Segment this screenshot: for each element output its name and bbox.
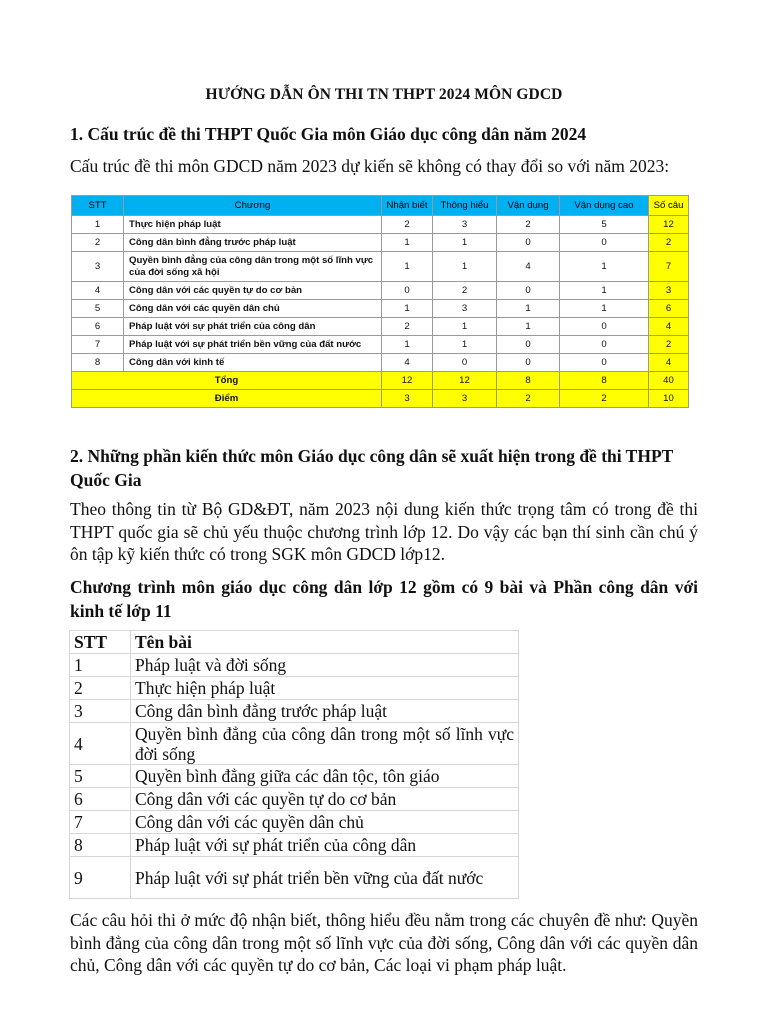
exam-structure-row [72, 234, 689, 252]
cell-stt: 5 [72, 300, 124, 318]
cell-chapter: Pháp luật với sự phát triển bền vững của đất nước [124, 336, 382, 354]
exam-structure-totals-row [72, 372, 689, 390]
cell-question-count: 7 [649, 252, 689, 282]
lessons-col-name: Tên bài [131, 631, 519, 654]
lessons-header-row [70, 631, 519, 654]
col-header-question-count: Số câu [649, 196, 689, 216]
lessons-col-stt: STT [70, 631, 131, 654]
cell-comprehension: 3 [433, 216, 497, 234]
lesson-row [70, 700, 519, 723]
exam-structure-table [71, 195, 689, 408]
lesson-number: 9 [70, 857, 131, 899]
lesson-name: Công dân với các quyền tự do cơ bản [131, 788, 519, 811]
lesson-name: Quyền bình đẳng giữa các dân tộc, tôn giáo [131, 765, 519, 788]
section-2-heading: 2. Những phần kiến thức môn Giáo dục công dân sẽ xuất hiện trong đề thi THPT Quốc Gia [70, 446, 674, 490]
cell-application: 0 [497, 234, 560, 252]
cell-stt: 7 [72, 336, 124, 354]
lesson-name: Công dân với các quyền dân chủ [131, 811, 519, 834]
cell-question-count: 3 [649, 282, 689, 300]
points-advanced-application: 2 [560, 390, 649, 408]
cell-question-count: 2 [649, 336, 689, 354]
cell-question-count: 6 [649, 300, 689, 318]
col-header-chapter: Chương [124, 196, 382, 216]
cell-chapter: Công dân với kinh tế [124, 354, 382, 372]
cell-application: 0 [497, 336, 560, 354]
total-recognition: 12 [382, 372, 433, 390]
cell-question-count: 12 [649, 216, 689, 234]
lesson-name: Thực hiện pháp luật [131, 677, 519, 700]
lesson-name: Pháp luật và đời sống [131, 654, 519, 677]
total-comprehension: 12 [433, 372, 497, 390]
lesson-number: 2 [70, 677, 131, 700]
col-header-stt: STT [72, 196, 124, 216]
cell-stt: 8 [72, 354, 124, 372]
points-recognition: 3 [382, 390, 433, 408]
cell-advanced-application: 0 [560, 354, 649, 372]
cell-chapter: Thực hiện pháp luật [124, 216, 382, 234]
cell-application: 0 [497, 354, 560, 372]
total-application: 8 [497, 372, 560, 390]
document-title: HƯỚNG DẪN ÔN THI TN THPT 2024 MÔN GDCD [205, 86, 563, 103]
cell-stt: 4 [72, 282, 124, 300]
section-2-subheading: Chương trình môn giáo dục công dân lớp 12 gồm có 9 bài và Phần công dân với kinh tế lớp 11 [70, 577, 698, 621]
cell-recognition: 1 [382, 336, 433, 354]
cell-advanced-application: 0 [560, 234, 649, 252]
points-application: 2 [497, 390, 560, 408]
cell-advanced-application: 1 [560, 300, 649, 318]
cell-comprehension: 3 [433, 300, 497, 318]
cell-advanced-application: 0 [560, 318, 649, 336]
exam-structure-row [72, 282, 689, 300]
cell-recognition: 2 [382, 318, 433, 336]
cell-advanced-application: 1 [560, 282, 649, 300]
lesson-number: 7 [70, 811, 131, 834]
lesson-row [70, 654, 519, 677]
cell-chapter: Pháp luật với sự phát triển của công dân [124, 318, 382, 336]
cell-comprehension: 1 [433, 234, 497, 252]
cell-recognition: 4 [382, 354, 433, 372]
points-label: Điểm [72, 390, 382, 408]
lesson-name: Pháp luật với sự phát triển của công dân [131, 834, 519, 857]
cell-comprehension: 1 [433, 336, 497, 354]
lesson-row [70, 788, 519, 811]
lesson-number: 1 [70, 654, 131, 677]
lesson-name: Pháp luật với sự phát triển bền vững của đất nước [131, 857, 519, 899]
lesson-row [70, 857, 519, 899]
totals-label: Tổng [72, 372, 382, 390]
cell-stt: 6 [72, 318, 124, 336]
cell-comprehension: 1 [433, 252, 497, 282]
cell-comprehension: 2 [433, 282, 497, 300]
col-header-advanced-application: Vận dụng cao [560, 196, 649, 216]
col-header-comprehension: Thông hiểu [433, 196, 497, 216]
lesson-number: 5 [70, 765, 131, 788]
exam-structure-points-row [72, 390, 689, 408]
cell-chapter: Quyền bình đẳng của công dân trong một số lĩnh vực của đời sống xã hội [124, 252, 382, 282]
cell-application: 4 [497, 252, 560, 282]
lesson-row [70, 834, 519, 857]
col-header-application: Vận dụng [497, 196, 560, 216]
cell-recognition: 2 [382, 216, 433, 234]
cell-recognition: 1 [382, 234, 433, 252]
cell-stt: 3 [72, 252, 124, 282]
cell-stt: 1 [72, 216, 124, 234]
exam-structure-header-row [72, 196, 689, 216]
exam-structure-row [72, 252, 689, 282]
lesson-row [70, 811, 519, 834]
cell-advanced-application: 1 [560, 252, 649, 282]
exam-structure-row [72, 354, 689, 372]
total-question-count: 40 [649, 372, 689, 390]
cell-application: 2 [497, 216, 560, 234]
exam-structure-row [72, 336, 689, 354]
total-advanced-application: 8 [560, 372, 649, 390]
lesson-number: 4 [70, 723, 131, 765]
cell-recognition: 0 [382, 282, 433, 300]
cell-chapter: Công dân với các quyền dân chủ [124, 300, 382, 318]
cell-chapter: Công dân với các quyền tự do cơ bản [124, 282, 382, 300]
lesson-name: Quyền bình đẳng của công dân trong một số lĩnh vực đời sống [131, 723, 519, 765]
lesson-number: 6 [70, 788, 131, 811]
cell-question-count: 4 [649, 318, 689, 336]
section-1-heading: 1. Cấu trúc đề thi THPT Quốc Gia môn Giáo dục công dân năm 2024 [70, 124, 587, 144]
lesson-row [70, 765, 519, 788]
cell-comprehension: 0 [433, 354, 497, 372]
cell-question-count: 4 [649, 354, 689, 372]
lesson-row [70, 723, 519, 765]
exam-structure-row [72, 318, 689, 336]
lesson-number: 3 [70, 700, 131, 723]
cell-advanced-application: 5 [560, 216, 649, 234]
exam-structure-row [72, 300, 689, 318]
exam-structure-body [72, 216, 689, 372]
cell-comprehension: 1 [433, 318, 497, 336]
closing-paragraph: Các câu hỏi thi ở mức độ nhận biết, thông hiểu đều nằm trong các chuyên đề như: Quyền bình đẳng của công dân trong một số lĩnh vực của đời sống, Công dân với các quyền dân chủ, Công dân với các quyền tự do cơ bản, Các loại vi phạm pháp luật. [70, 910, 698, 975]
cell-recognition: 1 [382, 252, 433, 282]
cell-question-count: 2 [649, 234, 689, 252]
cell-chapter: Công dân bình đẳng trước pháp luật [124, 234, 382, 252]
lessons-table [69, 630, 519, 899]
cell-stt: 2 [72, 234, 124, 252]
points-total: 10 [649, 390, 689, 408]
lesson-row [70, 677, 519, 700]
cell-application: 0 [497, 282, 560, 300]
col-header-recognition: Nhận biết [382, 196, 433, 216]
section-1-intro: Cấu trúc đề thi môn GDCD năm 2023 dự kiến sẽ không có thay đổi so với năm 2023: [70, 156, 670, 176]
cell-recognition: 1 [382, 300, 433, 318]
cell-application: 1 [497, 318, 560, 336]
lesson-name: Công dân bình đẳng trước pháp luật [131, 700, 519, 723]
section-2-paragraph: Theo thông tin từ Bộ GD&ĐT, năm 2023 nội dung kiến thức trọng tâm có trong đề thi THPT quốc gia sẽ chủ yếu thuộc chương trình lớp 12. Do vậy các bạn thí sinh cần chú ý ôn tập kỹ kiến thức có trong SGK môn GDCD lớp12. [70, 499, 698, 564]
exam-structure-row [72, 216, 689, 234]
points-comprehension: 3 [433, 390, 497, 408]
cell-application: 1 [497, 300, 560, 318]
lesson-number: 8 [70, 834, 131, 857]
cell-advanced-application: 0 [560, 336, 649, 354]
lessons-body [70, 654, 519, 899]
